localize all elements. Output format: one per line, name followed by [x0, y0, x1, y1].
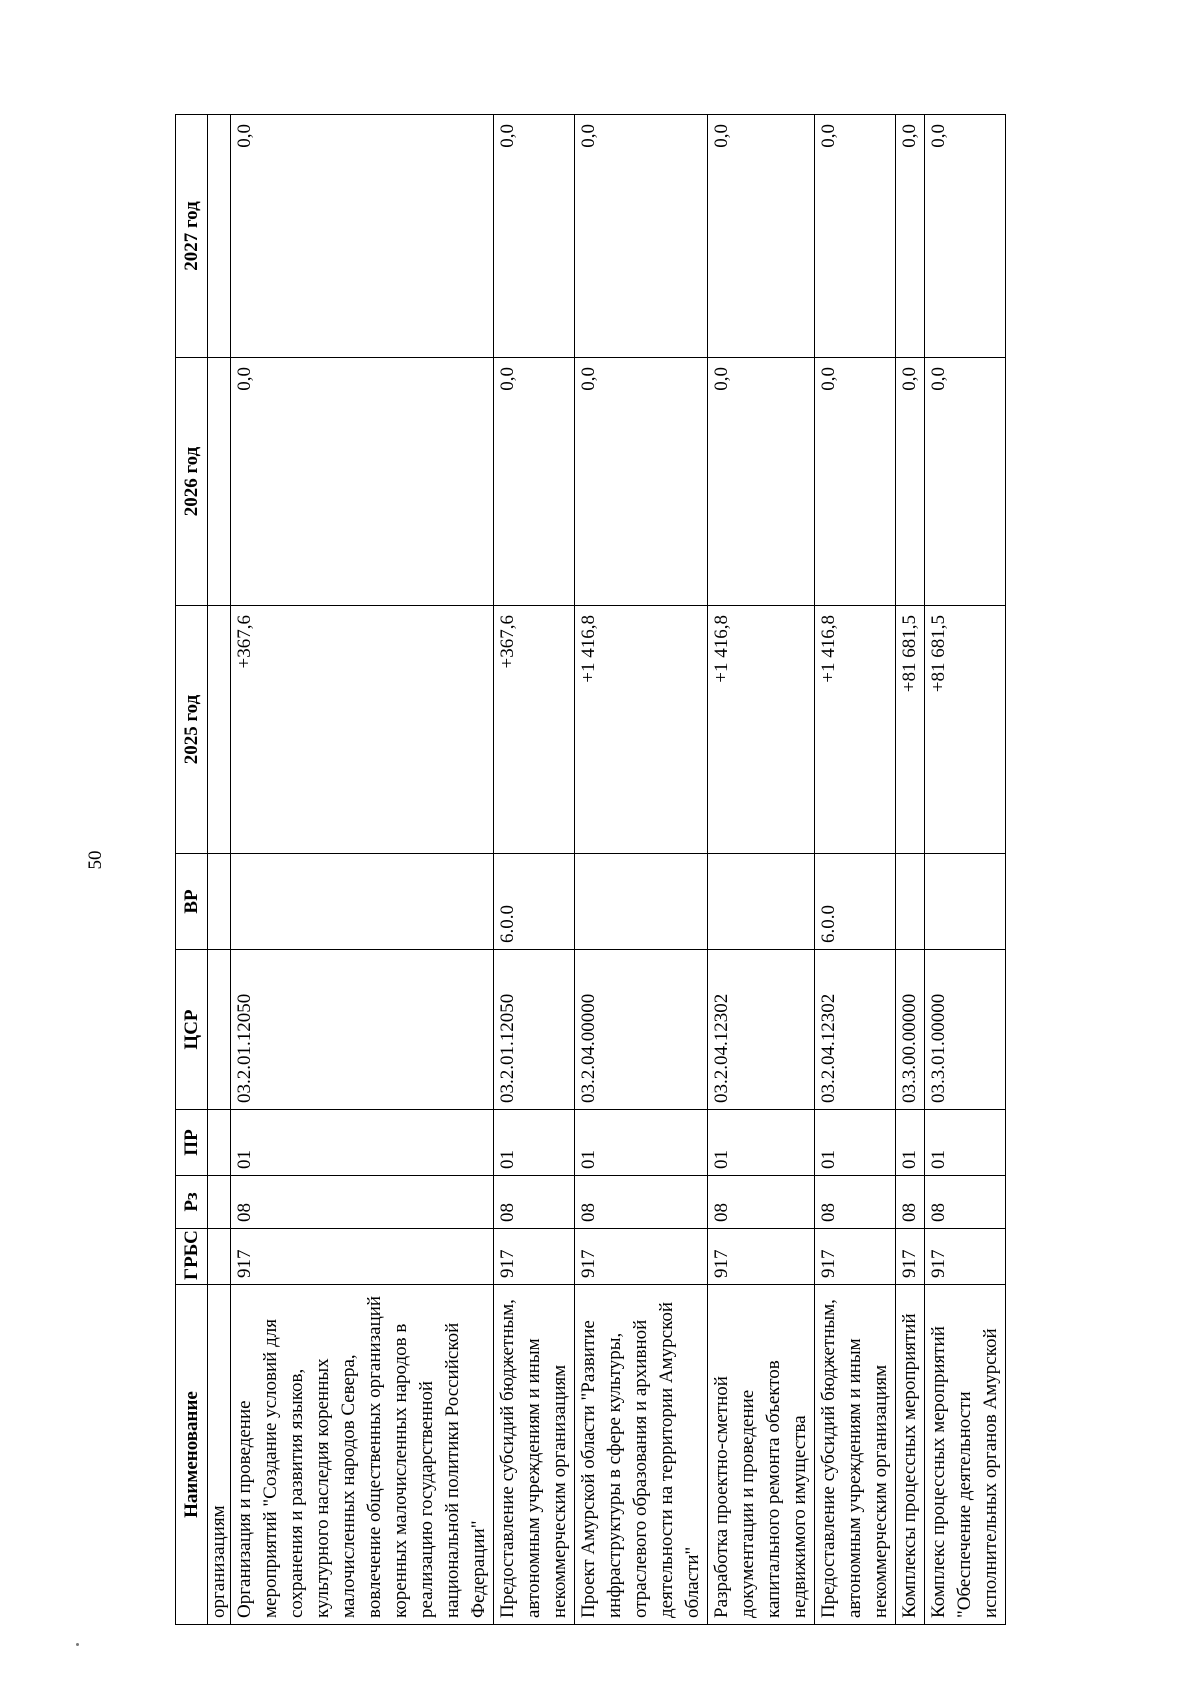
cell-rz: 08 — [925, 1176, 1006, 1229]
cell-name: Разработка проектно-сметной документации и проведение капитального ремонта объектов недвижимого имущества — [708, 1285, 815, 1625]
cell-name: Проект Амурской области "Развитие инфраструктуры в сфере культуры, отраслевого образования и архивной деятельности на территории Амурской области" — [575, 1285, 708, 1625]
cell-2025: +81 681,5 — [925, 606, 1006, 854]
cell-2026: 0,0 — [815, 358, 896, 606]
cell-pr: 01 — [925, 1110, 1006, 1176]
cell-grbs: 917 — [925, 1229, 1006, 1285]
scan-speck — [76, 1643, 79, 1646]
cell-2027: 0,0 — [925, 115, 1006, 358]
cell-2027: 0,0 — [896, 115, 925, 358]
cell-vr — [708, 854, 815, 950]
table-row — [815, 115, 896, 1625]
cell-2026: 0,0 — [896, 358, 925, 606]
cell-2025: +81 681,5 — [896, 606, 925, 854]
cell-2027: 0,0 — [708, 115, 815, 358]
cell-2027: 0,0 — [231, 115, 494, 358]
cell-name: Организация и проведение мероприятий "Создание условий для сохранения и развития языков, культурного наследия коренных малочисленных народов Севера, вовлечение общественных организаций коренных малочисленных народов в реализацию государственной национальной политики Российской Федерации" — [231, 1285, 494, 1625]
cell-rz: 08 — [231, 1176, 494, 1229]
cell-rz: 08 — [494, 1176, 575, 1229]
cell-csr: 03.2.01.12050 — [231, 950, 494, 1110]
header-vr: ВР — [176, 854, 208, 950]
cell-name: Комплексы процессных мероприятий — [896, 1285, 925, 1625]
cell-2025 — [208, 606, 231, 854]
cell-grbs: 917 — [708, 1229, 815, 1285]
budget-table — [175, 114, 1006, 1625]
cell-csr: 03.2.04.00000 — [575, 950, 708, 1110]
cell-pr: 01 — [815, 1110, 896, 1176]
header-2026: 2026 год — [176, 358, 208, 606]
cell-rz: 08 — [896, 1176, 925, 1229]
header-name: Наименование — [176, 1285, 208, 1625]
cell-pr: 01 — [494, 1110, 575, 1176]
table-row — [896, 115, 925, 1625]
cell-2025: +367,6 — [231, 606, 494, 854]
cell-2027 — [208, 115, 231, 358]
cell-name: Комплекс процессных мероприятий "Обеспечение деятельности исполнительных органов Амурской — [925, 1285, 1006, 1625]
cell-2026: 0,0 — [231, 358, 494, 606]
header-rz: Рз — [176, 1176, 208, 1229]
cell-vr: 6.0.0 — [815, 854, 896, 950]
cell-vr — [896, 854, 925, 950]
cell-grbs: 917 — [231, 1229, 494, 1285]
cell-2026: 0,0 — [575, 358, 708, 606]
cell-csr — [208, 950, 231, 1110]
cell-csr: 03.3.01.00000 — [925, 950, 1006, 1110]
table-row — [925, 115, 1006, 1625]
header-grbs: ГРБС — [176, 1229, 208, 1285]
cell-grbs — [208, 1229, 231, 1285]
header-2027: 2027 год — [176, 115, 208, 358]
table-header-row — [176, 115, 208, 1625]
cell-pr: 01 — [708, 1110, 815, 1176]
cell-name: организациям — [208, 1285, 231, 1625]
header-2025: 2025 год — [176, 606, 208, 854]
cell-rz: 08 — [815, 1176, 896, 1229]
cell-vr — [231, 854, 494, 950]
cell-2026: 0,0 — [708, 358, 815, 606]
rotated-table-wrapper — [175, 115, 1055, 1625]
cell-2025: +1 416,8 — [815, 606, 896, 854]
cell-2026: 0,0 — [494, 358, 575, 606]
cell-2025: +1 416,8 — [575, 606, 708, 854]
cell-vr: 6.0.0 — [494, 854, 575, 950]
cell-csr: 03.2.04.12302 — [708, 950, 815, 1110]
cell-2026: 0,0 — [925, 358, 1006, 606]
header-csr: ЦСР — [176, 950, 208, 1110]
cell-rz: 08 — [575, 1176, 708, 1229]
table-row — [208, 115, 231, 1625]
cell-pr: 01 — [575, 1110, 708, 1176]
page-number: 50 — [85, 850, 106, 870]
cell-2027: 0,0 — [575, 115, 708, 358]
cell-rz — [208, 1176, 231, 1229]
cell-name: Предоставление субсидий бюджетным, автономным учреждениям и иным некоммерческим организациям — [494, 1285, 575, 1625]
cell-grbs: 917 — [494, 1229, 575, 1285]
table-row — [494, 115, 575, 1625]
table-row — [575, 115, 708, 1625]
cell-2025: +367,6 — [494, 606, 575, 854]
cell-csr: 03.3.00.00000 — [896, 950, 925, 1110]
cell-pr: 01 — [231, 1110, 494, 1176]
cell-2027: 0,0 — [494, 115, 575, 358]
cell-grbs: 917 — [575, 1229, 708, 1285]
table-row — [708, 115, 815, 1625]
cell-csr: 03.2.01.12050 — [494, 950, 575, 1110]
cell-2025: +1 416,8 — [708, 606, 815, 854]
cell-vr — [208, 854, 231, 950]
table-row — [231, 115, 494, 1625]
cell-vr — [575, 854, 708, 950]
header-pr: ПР — [176, 1110, 208, 1176]
cell-csr: 03.2.04.12302 — [815, 950, 896, 1110]
cell-grbs: 917 — [815, 1229, 896, 1285]
cell-2026 — [208, 358, 231, 606]
cell-name: Предоставление субсидий бюджетным, автономным учреждениям и иным некоммерческим организациям — [815, 1285, 896, 1625]
cell-pr — [208, 1110, 231, 1176]
cell-grbs: 917 — [896, 1229, 925, 1285]
cell-rz: 08 — [708, 1176, 815, 1229]
cell-pr: 01 — [896, 1110, 925, 1176]
cell-2027: 0,0 — [815, 115, 896, 358]
cell-vr — [925, 854, 1006, 950]
